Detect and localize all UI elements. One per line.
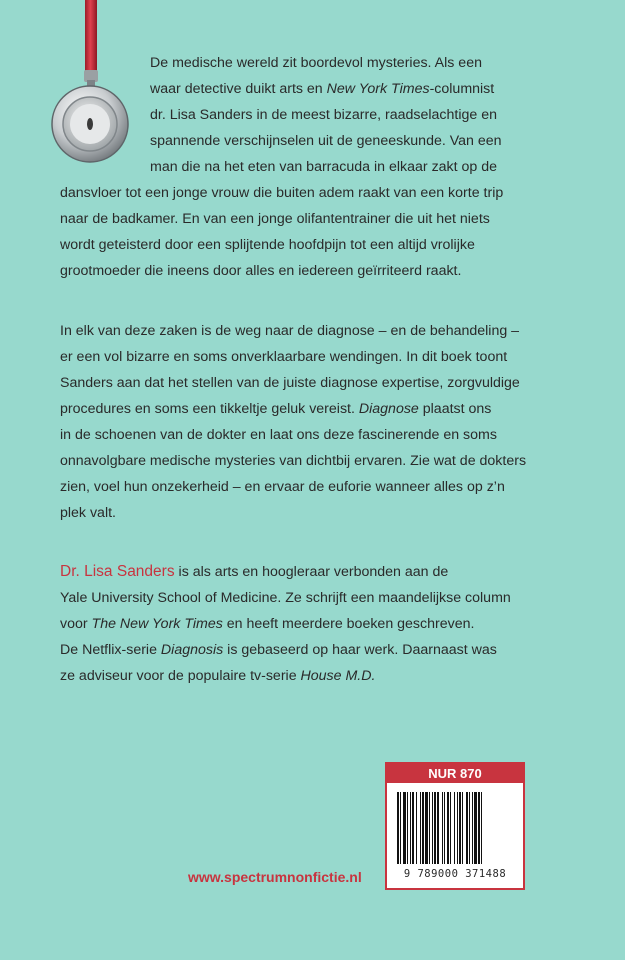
publisher-website[interactable]: www.spectrumnonfictie.nl bbox=[188, 869, 362, 885]
isbn-number: 9 789000 371488 bbox=[403, 868, 507, 880]
text-line: zien, voel hun onzekerheid – en ervaar de euforie wanneer alles op z’n bbox=[60, 479, 505, 495]
text-line: onnavolgbare medische mysteries van dichtbij ervaren. Zie wat de dokters bbox=[60, 453, 527, 469]
text-line: Sanders aan dat het stellen van de juiste diagnose expertise, zorgvuldige bbox=[60, 375, 520, 391]
text-line: voor The New York Times en heeft meerdere boeken geschreven. bbox=[60, 616, 475, 632]
barcode-box bbox=[385, 762, 525, 890]
text-line: Dr. Lisa Sanders is als arts en hoogleraar verbonden aan de bbox=[60, 563, 449, 580]
text-line: De Netflix-serie Diagnosis is gebaseerd op haar werk. Daarnaast was bbox=[60, 642, 497, 658]
text-line: dr. Lisa Sanders in de meest bizarre, raadselachtige en bbox=[150, 107, 498, 123]
description-paragraph-1 bbox=[60, 50, 504, 284]
barcode-icon bbox=[397, 792, 515, 864]
text-line: procedures en soms een tikkeltje geluk vereist. Diagnose plaatst ons bbox=[60, 401, 492, 417]
text-line: grootmoeder die ineens door alles en iedereen geïrriteerd raakt. bbox=[60, 263, 462, 279]
text-line: plek valt. bbox=[60, 505, 116, 521]
description-paragraph-2 bbox=[60, 318, 526, 526]
text-line: ze adviseur voor de populaire tv-serie House M.D. bbox=[60, 668, 376, 684]
text-line: De medische wereld zit boordevol mysteries. Als een bbox=[150, 55, 482, 71]
stethoscope-icon bbox=[48, 0, 158, 190]
text-line: naar de badkamer. En van een jonge olifantentrainer die uit het niets bbox=[60, 211, 490, 227]
text-line: spannende verschijnselen uit de geneeskunde. Van een bbox=[150, 133, 502, 149]
text-line: er een vol bizarre en soms onverklaarbare wendingen. In dit boek toont bbox=[60, 349, 508, 365]
newspaper-title: New York Times bbox=[326, 81, 430, 97]
text-line: man die na het eten van barracuda in elkaar zakt op de bbox=[150, 159, 498, 175]
text-line: waar detective duikt arts en New York Times-columnist bbox=[150, 81, 495, 97]
nur-label: NUR 870 bbox=[387, 764, 523, 783]
book-title: Diagnose bbox=[358, 401, 419, 417]
text-line: wordt geteisterd door een splijtende hoofdpijn tot een altijd vrolijke bbox=[60, 237, 475, 253]
author-bio bbox=[60, 559, 511, 689]
text-line: Yale University School of Medicine. Ze schrijft een maandelijkse column bbox=[60, 590, 511, 606]
author-name: Dr. Lisa Sanders bbox=[60, 563, 175, 580]
text-line: In elk van deze zaken is de weg naar de diagnose – en de behandeling – bbox=[60, 323, 520, 339]
text-line: in de schoenen van de dokter en laat ons deze fascinerende en soms bbox=[60, 427, 497, 443]
text-line: dansvloer tot een jonge vrouw die buiten adem raakt van een korte trip bbox=[60, 185, 504, 201]
